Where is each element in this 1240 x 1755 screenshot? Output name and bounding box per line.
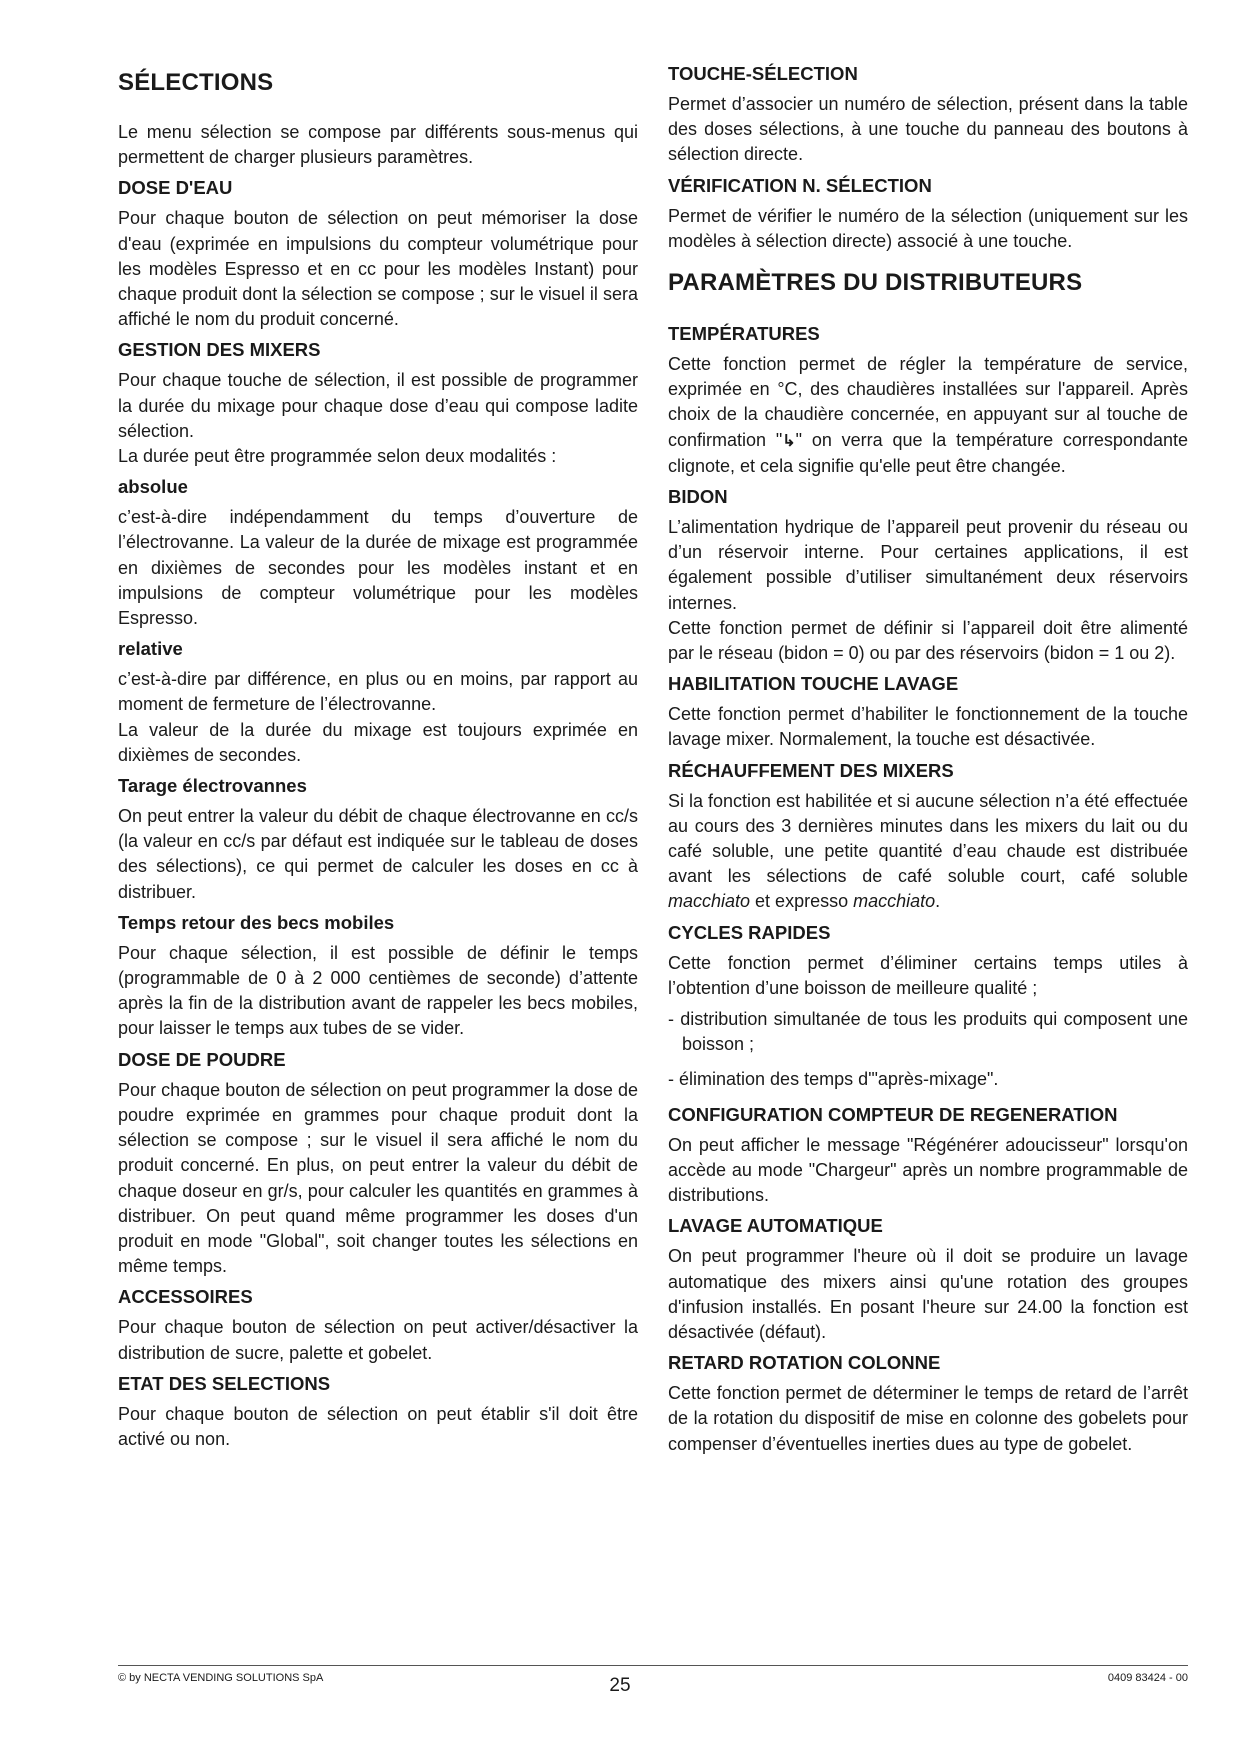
text-rechauffement-italic-2: macchiato — [853, 891, 936, 912]
heading-touche-selection: TOUCHE-SÉLECTION — [668, 63, 858, 84]
text-habilitation-lavage: Cette fonction permet d’habiliter le fonctionnement de la touche lavage mixer. Normalement, la touche est désactivée. — [668, 704, 1188, 750]
page-number: 25 — [609, 1675, 631, 1696]
section-title-selections: SÉLECTIONS — [118, 69, 274, 96]
heading-dose-poudre: DOSE DE POUDRE — [118, 1048, 286, 1070]
heading-cycles-rapides: CYCLES RAPIDES — [668, 921, 831, 943]
heading-lavage-automatique: LAVAGE AUTOMATIQUE — [668, 1215, 883, 1237]
text-dose-poudre: Pour chaque bouton de sélection on peut programmer la dose de poudre exprimée en grammes pour chaque produit dont la sélection se compose ; sur le visuel il sera affiché le nom du produit concerné. En plus, on peut entrer la valeur du débit de chaque doseur en gr/s, pour calculer les quantités en grammes à distribuer. On peut quand même programmer les doses d'un produit en mode "Global", soit changer toutes les sélections en même temps. — [118, 1079, 638, 1277]
section-title-parametres: PARAMÈTRES DU DISTRIBUTEURS — [668, 269, 1083, 297]
footer-divider — [118, 1665, 1188, 1666]
text-temperatures-before: Cette fonction permet de régler la température de service, exprimée en °C, des chaudières installées sur l'appareil. Après choix de la chaudière concernée, en appuyant sur al touche de confirmation " — [668, 354, 1188, 450]
text-accessoires: Pour chaque bouton de sélection on peut activer/désactiver la distribution de sucre, palette et gobelet. — [118, 1317, 638, 1363]
text-temperatures — [668, 352, 1188, 479]
right-column — [668, 62, 1188, 1463]
text-bidon-1: L’alimentation hydrique de l’appareil peut provenir du réseau ou d’un réservoir interne. Pour certaines applications, il est également possible d’utiliser simultanément deux réservoirs internes. — [668, 517, 1188, 613]
cycles-list — [668, 1007, 1188, 1093]
text-lavage-automatique: On peut programmer l'heure où il doit se produire un lavage automatique des mixers ainsi qu'une rotation des groupes d'infusion installés. En posant l'heure sur 24.00 la fonction est désactivée (défaut). — [668, 1246, 1188, 1342]
text-tarage: On peut entrer la valeur du débit de chaque électrovanne en cc/s (la valeur en cc/s par défaut est indiquée sur le tableau de doses des sélections), ce qui permet de calculer les doses en cc à distribuer. — [118, 806, 638, 902]
text-compteur-regeneration: On peut afficher le message "Régénérer adoucisseur" lorsqu'on accède au mode "Chargeur" après un nombre programmable de distributions. — [668, 1134, 1188, 1206]
text-rechauffement-main: Si la fonction est habilitée et si aucune sélection n’a été effectuée au cours des 3 dernières minutes dans les mixers du lait ou du café soluble, une petite quantité d’eau chaude est distribuée avant les sélections de café soluble court, café soluble — [668, 790, 1189, 887]
heading-accessoires: ACCESSOIRES — [118, 1286, 253, 1308]
text-dose-eau: Pour chaque bouton de sélection on peut mémoriser la dose d'eau (exprimée en impulsions du compteur volumétrique pour les modèles Espresso et en cc pour les modèles Instant) pour chaque produit dont la sélection se compose ; sur le visuel il sera affiché le nom du produit concerné. — [118, 208, 638, 330]
heading-retour-becs: Temps retour des becs mobiles — [118, 911, 395, 933]
heading-temperatures: TEMPÉRATURES — [668, 323, 820, 345]
cycles-list-item: - distribution simultanée de tous les produits qui composent une boisson ; — [668, 1009, 1188, 1055]
heading-relative: relative — [118, 638, 183, 660]
text-verification: Permet de vérifier le numéro de la sélection (uniquement sur les modèles à sélection directe) associé à une touche. — [668, 205, 1188, 251]
text-touche-selection: Permet d’associer un numéro de sélection, présent dans la table des doses sélections, à une touche du panneau des boutons à sélection directe. — [668, 94, 1188, 165]
document-code: 0409 83424 - 00 — [1107, 1672, 1188, 1684]
left-column — [118, 62, 638, 1458]
text-bidon-2: Cette fonction permet de définir si l’appareil doit être alimenté par le réseau (bidon = 0) ou par des réservoirs (bidon = 1 ou 2). — [668, 617, 1188, 664]
text-absolue: c’est-à-dire indépendamment du temps d’ouverture de l’électrovanne. La valeur de la durée de mixage est programmée en dixièmes de secondes pour les modèles instant et en impulsions de compteur volumétrique pour les modèles Espresso. — [118, 507, 638, 629]
text-retard-rotation: Cette fonction permet de déterminer le temps de retard de l’arrêt de la rotation du dispositif de mise en colonne des gobelets pour compenser d’éventuelles inerties dues au type de gobelet. — [668, 1383, 1188, 1454]
heading-dose-eau: DOSE D'EAU — [118, 177, 233, 199]
footer-copyright: © by NECTA VENDING SOLUTIONS SpA — [118, 1672, 324, 1684]
heading-absolue: absolue — [118, 476, 188, 498]
text-gestion-mixers-2: La durée peut être programmée selon deux modalités : — [118, 446, 557, 467]
text-rechauffement — [668, 789, 1188, 915]
confirm-key-icon: ↳ — [782, 432, 796, 450]
heading-verification: VÉRIFICATION N. SÉLECTION — [668, 174, 932, 196]
heading-compteur-regeneration: CONFIGURATION COMPTEUR DE REGENERATION — [668, 1103, 1118, 1125]
selections-intro: Le menu sélection se compose par différents sous-menus qui permettent de charger plusieurs paramètres. — [118, 122, 638, 168]
text-cycles-rapides: Cette fonction permet d’éliminer certains temps utiles à l’obtention d’une boisson de meilleure qualité ; — [668, 952, 1188, 998]
heading-etat-selections: ETAT DES SELECTIONS — [118, 1372, 331, 1394]
heading-gestion-mixers: GESTION DES MIXERS — [118, 339, 321, 361]
cycles-list-item: - élimination des temps d'"après-mixage". — [668, 1069, 999, 1090]
text-relative-1: c’est-à-dire par différence, en plus ou en moins, par rapport au moment de fermeture de l’électrovanne. — [118, 669, 638, 715]
text-temperatures-after: " on verra que la température correspondante clignote, et cela signifie qu'elle peut être changée. — [668, 429, 1188, 476]
text-rechauffement-italic-1: macchiato — [668, 891, 751, 912]
text-etat-selections: Pour chaque bouton de sélection on peut établir s'il doit être activé ou non. — [118, 1403, 638, 1449]
text-rechauffement-mid: et expresso — [750, 891, 854, 912]
text-rechauffement-end: . — [935, 891, 941, 912]
text-relative-2: La valeur de la durée du mixage est toujours exprimée en dixièmes de secondes. — [118, 719, 638, 765]
text-retour-becs: Pour chaque sélection, il est possible de définir le temps (programmable de 0 à 2 000 centièmes de seconde) d’attente après la fin de la distribution avant de rappeler les becs mobiles, pour laisser le temps aux tubes de se vider. — [118, 942, 638, 1039]
heading-retard-rotation: RETARD ROTATION COLONNE — [668, 1352, 941, 1374]
text-gestion-mixers-1: Pour chaque touche de sélection, il est possible de programmer la durée du mixage pour chaque dose d’eau qui compose ladite sélection. — [118, 370, 638, 441]
heading-tarage: Tarage électrovannes — [118, 775, 307, 797]
heading-rechauffement: RÉCHAUFFEMENT DES MIXERS — [668, 759, 954, 781]
heading-habilitation-lavage: HABILITATION TOUCHE LAVAGE — [668, 673, 959, 695]
heading-bidon: BIDON — [668, 486, 728, 508]
